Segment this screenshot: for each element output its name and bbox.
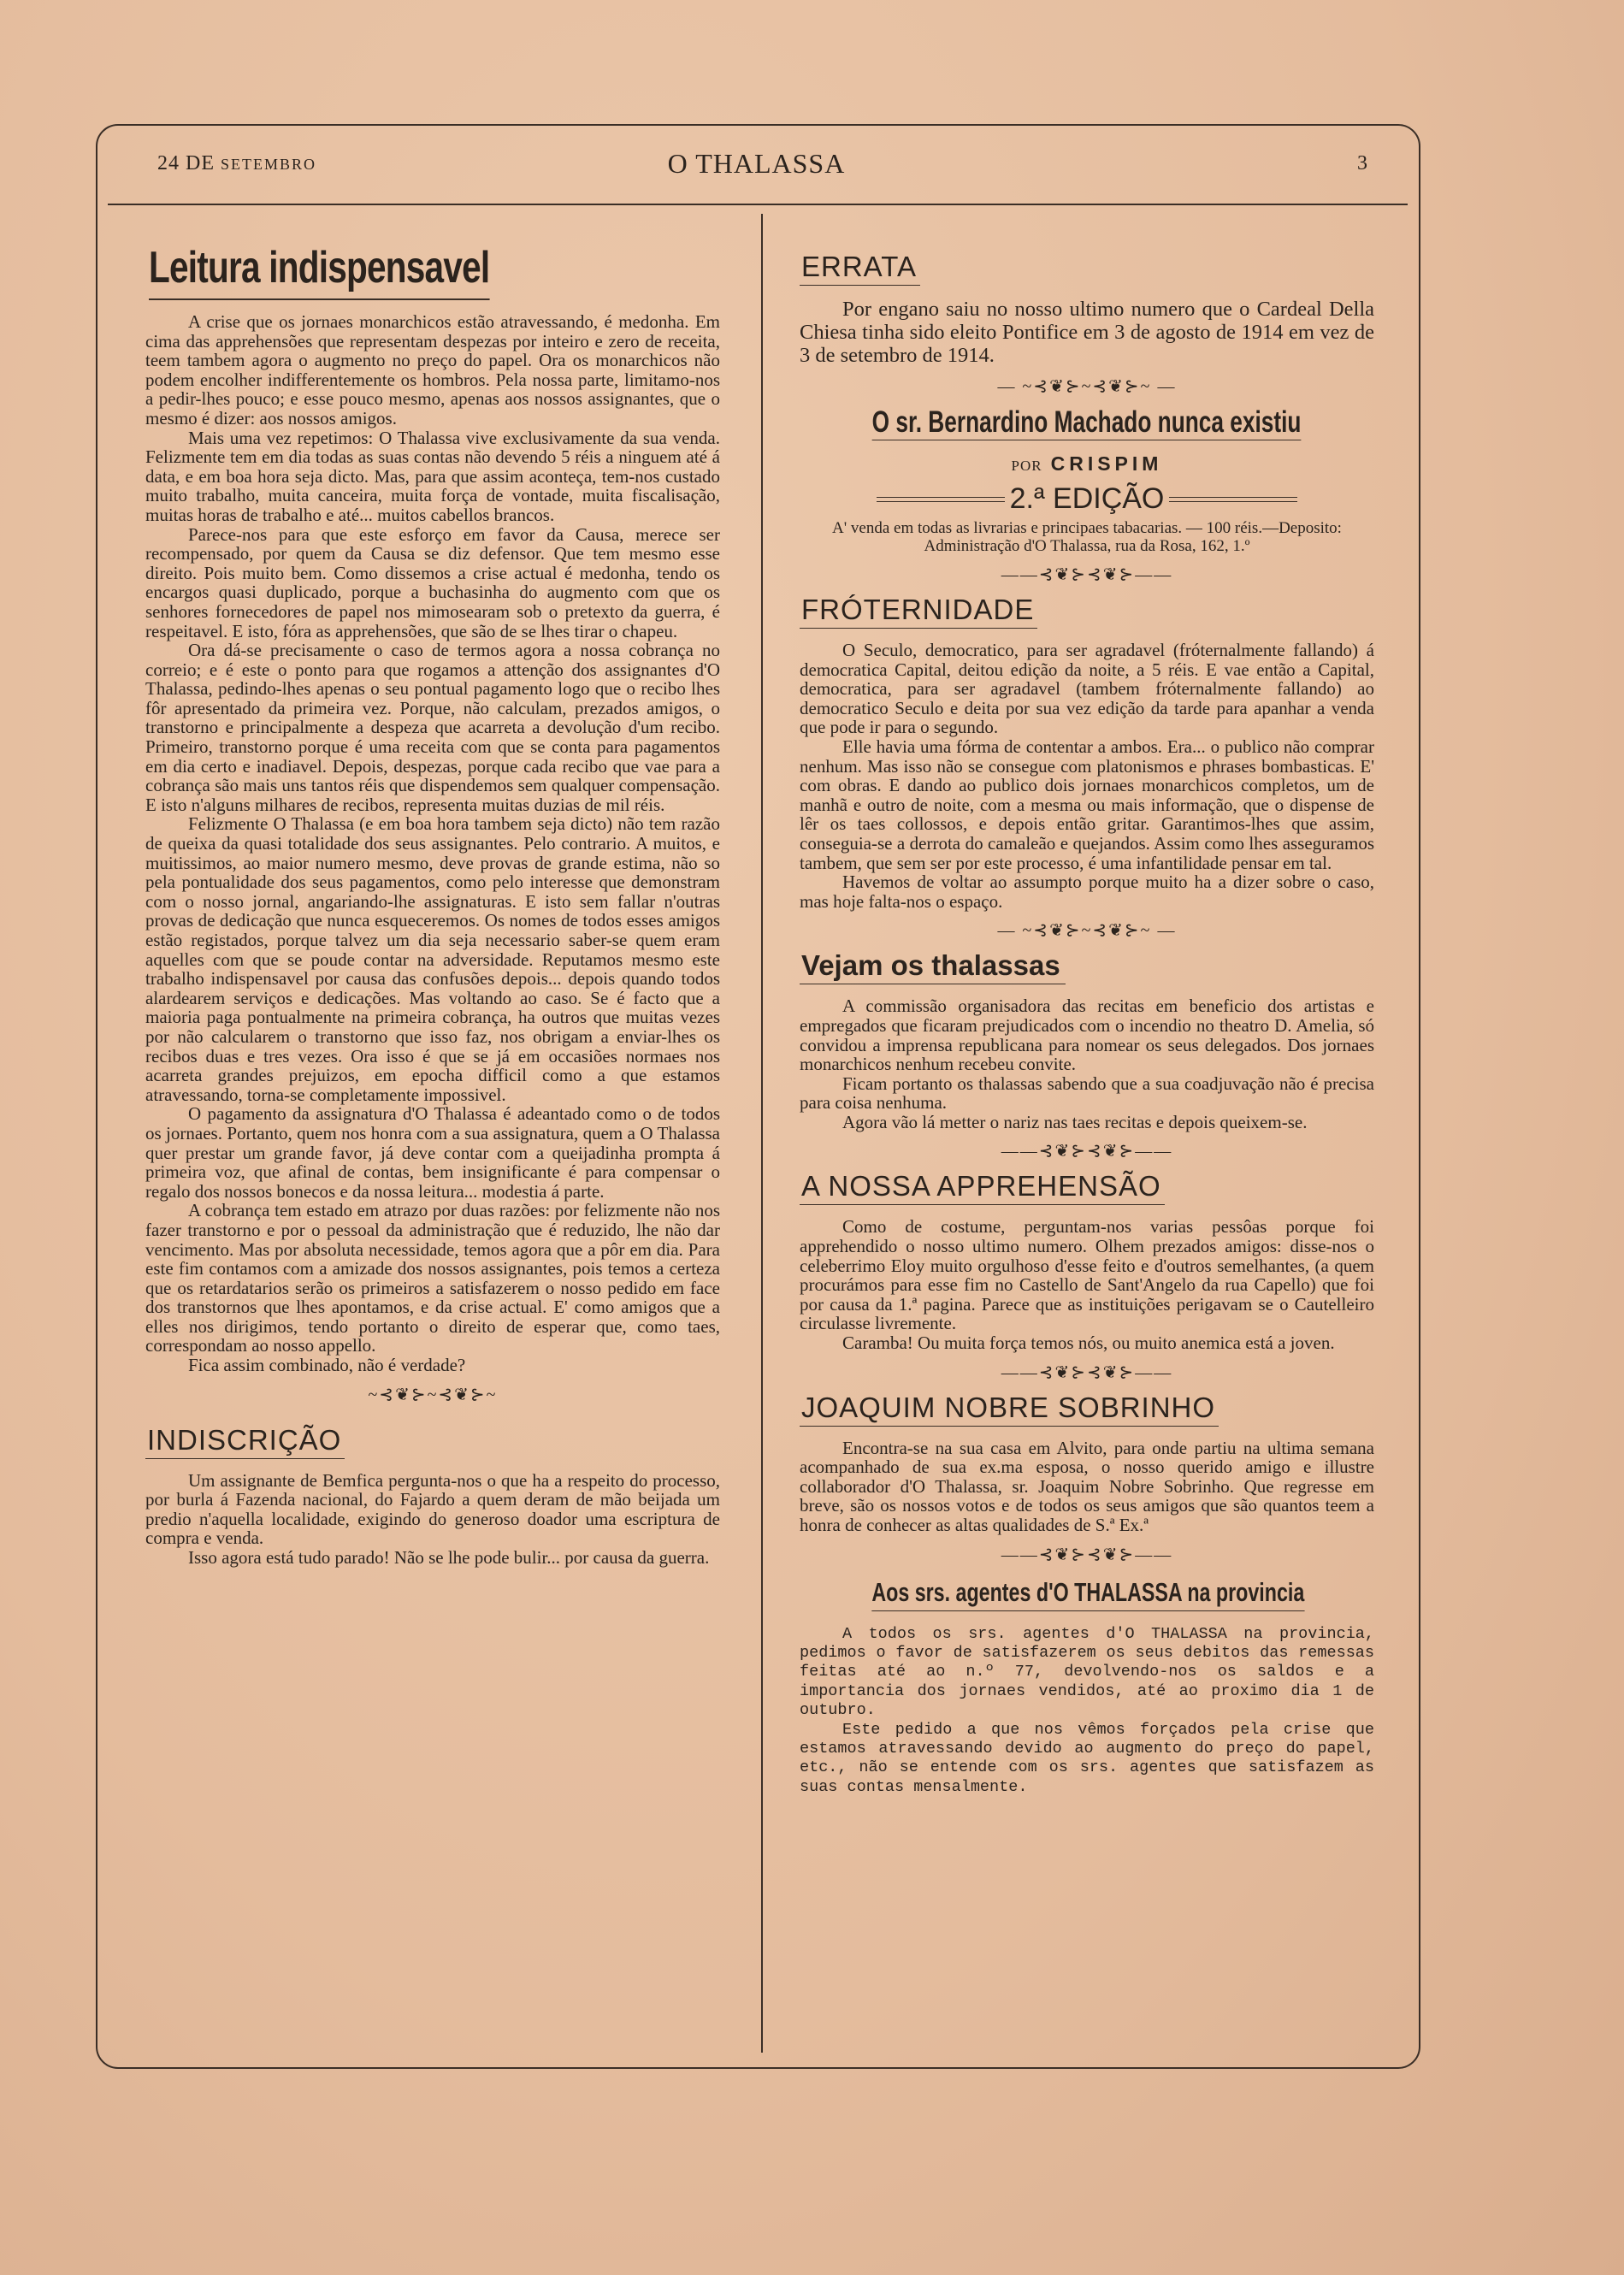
ornament-divider: ——⊰❦⊱⊰❦⊱—— [1001, 1142, 1173, 1161]
newspaper-title: O THALASSA [667, 148, 846, 179]
vejam-paragraph: Ficam portanto os thalassas sabendo que a sua coadjuvação não é precisa para coisa nenhuma. [800, 1072, 1374, 1114]
right-column [800, 218, 1374, 1797]
vejam-heading [800, 949, 1374, 984]
left-column [145, 218, 720, 1568]
lead-article-title [149, 242, 720, 300]
page-number: 3 [1357, 152, 1367, 174]
lead-article-title-text: Leitura indispensavel [149, 242, 489, 300]
lead-paragraph: Mais uma vez repetimos: O Thalassa vive exclusivamente da sua venda. Felizmente tem em dia todas as suas contas não devendo 5 réis a ninguem até á data, e em boa hora seja dicto. Mas, para que assim aconteça, tem-nos custado muito trabalho, muita canceira, muita força de vontade, muita fiscalisação, muitas horas de trabalho e até... muitos cabellos brancos. [145, 427, 720, 525]
book-ad-author [800, 452, 1374, 476]
indiscricao-paragraph: Isso agora está tudo parado! Não se lhe pode bulir... por causa da guerra. [188, 1547, 710, 1569]
vejam-paragraph: A commissão organisadora das recitas em beneficio dos artistas e empregados que ficaram prejudicados com o incendio no theatro D. Amelia, só convidou a imprensa republicana para nomear os seus delegados. Dos jornaes monarchicos nenhum recebeu convite. [800, 996, 1374, 1075]
agents-body [800, 1625, 1374, 1798]
ornament-divider: ——⊰❦⊱⊰❦⊱—— [1001, 1362, 1173, 1382]
ornament-divider: — ~⊰❦⊱~⊰❦⊱~ — [997, 377, 1177, 396]
vejam-title: Vejam os thalassas [800, 949, 1066, 984]
froter-paragraph: Havemos de voltar ao assumpto porque muito ha a dizer sobre o caso, mas hoje falta-nos o espaço. [800, 872, 1374, 912]
lead-paragraph: A cobrança tem estado em atrazo por duas razões: por felizmente não nos fazer transtorno e por o pessoal da administração que é reduzido, lhe não dar vencimento. Mas por absoluta necessidade, temos agora que a pôr em dia. Para este fim contamos com a amizade dos nossos assignantes, pois temos a certeza que os retardatarios serão os primeiros a satisfazerem o nosso pedido em face dos transtornos que lhes apontamos, e da crise actual. E' como amigos que a elles nos dirigimos, tendo portanto o direito de esperar que, como taes, correspondam ao nosso appello. [145, 1200, 720, 1356]
indiscricao-paragraph: Um assignante de Bemfica pergunta-nos o que ha a respeito do processo, por burla á Fazenda nacional, do Fajardo a quem deram de mão beijada um predio n'aquella localidade, exigindo do generoso doador uma escriptura de compra e venda. [145, 1469, 720, 1549]
ornament-divider: ——⊰❦⊱⊰❦⊱—— [1001, 565, 1173, 584]
book-ad-edition [800, 482, 1374, 516]
apprehensao-body [800, 1217, 1374, 1352]
indiscricao-title: INDISCRIÇÃO [145, 1424, 345, 1459]
header-rule [108, 204, 1408, 205]
froter-heading [800, 594, 1374, 629]
errata-heading [800, 251, 1374, 286]
lead-paragraph: Ora dá-se precisamente o caso de termos agora a nossa cobrança no correio; e é este o ponto para que rogamos a attenção dos assignantes d'O Thalassa, pedindo-lhes apenas o seu pontual pagamento logo que o recibo lhes fôr apresentado da primeira vez. Porque, não calculam, prezados amigos, o transtorno e principalmente a despeza que acarreta a devolução d'um recibo. Primeiro, transtorno porque é uma receita com que se conta para pagamentos em dia certo e inadiavel. Depois, despezas, porque cada recibo que vae para a cobrança são mais uns tantos réis que dispendemos sem qualquer compensação. E isto n'alguns milhares de recibos, representa muitas duzias de mil réis. [145, 640, 720, 815]
book-ad-title-text: O sr. Bernardino Machado nunca existiu [872, 405, 1302, 439]
ornament-divider: — ~⊰❦⊱~⊰❦⊱~ — [997, 921, 1177, 941]
agents-title: Aos srs. agentes d'O THALASSA na provincia [871, 1577, 1304, 1611]
froter-paragraph: Elle havia uma fórma de contentar a ambos. Era... o publico não comprar nenhum. Mas isso não se consegue com platonismos e phrases bombasticas. E' com obras. E dando ao publico dois jornaes monarchicos completos, um de manhã e outro de noite, com a mesma ou mais informação, que o dispense de lêr os taes collossos, e depois então gritar. Garantimos-lhes que assim, conseguia-se a derrota do camaleão e quejandos. Assim como lhes asseguramos tambem, que sem ser por este processo, é uma infantilidade pensar em tal. [800, 736, 1374, 873]
errata-text: Por engano saiu no nosso ultimo numero que o Cardeal Della Chiesa tinha sido eleito Pontifice em 3 de agosto de 1914 em vez de 3 de setembro de 1914. [800, 298, 1374, 367]
book-ad-sale: A' venda em todas as livrarias e principaes tabacarias. — 100 réis.—Deposito: Administração d'O Thalassa, rua da Rosa, 162, 1.º [832, 519, 1342, 555]
errata-title: ERRATA [800, 251, 920, 286]
indiscricao-body [145, 1471, 720, 1568]
indiscricao-heading [145, 1424, 720, 1459]
vejam-body [800, 996, 1374, 1132]
edition-rule-left [877, 497, 1005, 502]
lead-paragraph: Felizmente O Thalassa (e em boa hora tambem seja dicto) não tem razão de queixa da quasi totalidade dos seus assignantes. Pelo contrario. A muitos, e muitissimos, ao maior numero mesmo, deve provas de grande estima, não so pela pontualidade dos seus pagamentos, como pelo interesse que demonstram com o nosso jornal, angariando-lhe assignaturas. E isto sem fallar n'outras provas de dedicação que nunca esqueceremos. Os nomes de todos esses amigos estão registados, porque talvez um dia seja necessario saber-se quem eram aquelles com que se poude contar na adversidade. Reputamos mesmo este trabalho indispensavel por causa das confusões depois... depois quando todos alardearem serviços e dedicações. Mas voltando ao caso. Se é facto que a maioria paga pontualmente na primeira cobrança, ha outros que muitas vezes por não calcularem o transtorno que isso faz, nos obrigam a enviar-lhes os recibos duas e tres vezes. Ora isso é que se já em occasiões normaes nos acarreta grandes prejuizos, em epocha difficil como a que estamos atravessando, torna-se completamente impossivel. [145, 813, 720, 1105]
book-ad-por: POR [1011, 458, 1042, 474]
lead-paragraph: Fica assim combinado, não é verdade? [188, 1355, 466, 1376]
apprehensao-paragraph: Caramba! Ou muita força temos nós, ou muito anemica está a joven. [842, 1332, 1335, 1354]
apprehensao-paragraph: Como de costume, perguntam-nos varias pessôas porque foi apprehendido o nosso ultimo numero. Olhem prezados amigos: disse-nos o celeberrimo Eloy muito orgulhoso d'esse feito e d'outros semelhantes, (a quem procurámos para esse fim no Castello de Sant'Angelo da rua Capello) que foi por causa da 1.ª pagina. Parece que as instituições perigavam se o Cautelleiro circulasse livremente. [800, 1216, 1374, 1334]
header-date-day: 24 DE [157, 152, 221, 174]
agents-paragraph: Este pedido a que nos vêmos forçados pela crise que estamos atravessando devido ao augmento do preço do papel, etc., não se entende com os srs. agentes que satisfazem as suas contas mensalmente. [800, 1720, 1374, 1796]
froter-title: FRÓTERNIDADE [800, 594, 1037, 629]
book-ad-author-name: CRISPIM [1050, 452, 1163, 475]
froter-body [800, 641, 1374, 911]
vejam-paragraph: Agora vão lá metter o nariz nas taes recitas e depois queixem-se. [842, 1111, 1308, 1132]
header-date-month: SETEMBRO [221, 156, 317, 173]
ornament-divider: ——⊰❦⊱⊰❦⊱—— [1001, 1545, 1173, 1564]
joaquim-text: Encontra-se na sua casa em Alvito, para onde partiu na ultima semana acompanhado de sua ex.ma esposa, o nosso querido amigo e illustre collaborador d'O Thalassa, sr. Joaquim Nobre Sobrinho. Que regresse em breve, são os nossos votos e de todos os seus amigos que são quantos teem a honra de conhecer as altas qualidades de S.ª Ex.ª [800, 1437, 1374, 1535]
froter-paragraph: O Seculo, democratico, para ser agradavel (fróternalmente fallando) á democratica Capital, deitou edição da noite, a 5 réis. E vae então a Capital, democratica, para ser agradavel (tambem fróternalmente fallando) ao democratico Seculo e deita por sua vez edição da tarde para apanhar a venda que pode ir para o segundo. [800, 640, 1374, 738]
lead-paragraph: O pagamento da assignatura d'O Thalassa é adeantado como o de todos os jornaes. Portanto, quem nos honra com a sua assignatura, quem a O Thalassa quer prestar um grande favor, já deve contar com a queijadinha prompta á primeira voz, que afinal de contas, bem insignificante é para compensar o regalo dos nossos bonecos e da nossa leitura... modestia á parte. [145, 1103, 720, 1202]
joaquim-title: JOAQUIM NOBRE SOBRINHO [800, 1392, 1219, 1427]
apprehensao-heading [800, 1170, 1374, 1205]
lead-article-body [145, 312, 720, 1375]
edition-rule-right [1169, 497, 1297, 502]
agents-heading [800, 1577, 1374, 1611]
column-rule [761, 214, 763, 2053]
page-header [96, 124, 1417, 205]
ornament-divider: ~⊰❦⊱~⊰❦⊱~ [368, 1385, 498, 1404]
lead-paragraph: Parece-nos para que este esforço em favor da Causa, merece ser recompensado, por quem da Causa se diz defensor. Que tem mesmo esse direito. Pois muito bem. Como dissemos a crise actual é medonha, tendo os encargos quasi duplicado, porque a buchasinha do augmento com que os senhores fornecedores de papel nos mimosearam sob o pretexto da guerra, é respeitavel. E isto, fóra as apprehensões, que são de se lhes tirar o chapeu. [145, 523, 720, 641]
book-ad-title [800, 405, 1374, 440]
apprehensao-title: A NOSSA APPREHENSÃO [800, 1170, 1165, 1205]
edition-label: 2.ª EDIÇÃO [1009, 482, 1165, 515]
lead-paragraph: A crise que os jornaes monarchicos estão atravessando, é medonha. Em cima das apprehensões que representam despezas por inteiro e zero de receita, teem tambem agora o augmento no preço do papel. Ora os monarchicos não podem encolher indifferentemente os hombros. Pela nossa parte, limitamo-nos a pedir-lhes pouco; e esse pouco mesmo, apenas aos nossos assignantes, que o mesmo é dizer: aos nossos amigos. [145, 311, 720, 428]
joaquim-heading [800, 1392, 1374, 1427]
agents-paragraph: A todos os srs. agentes d'O THALASSA na provincia, pedimos o favor de satisfazerem os seus debitos das remessas feitas até ao n.º 77, devolvendo-nos os saldos e a importancia dos jornaes vendidos, até ao proximo dia 1 de outubro. [800, 1624, 1374, 1720]
